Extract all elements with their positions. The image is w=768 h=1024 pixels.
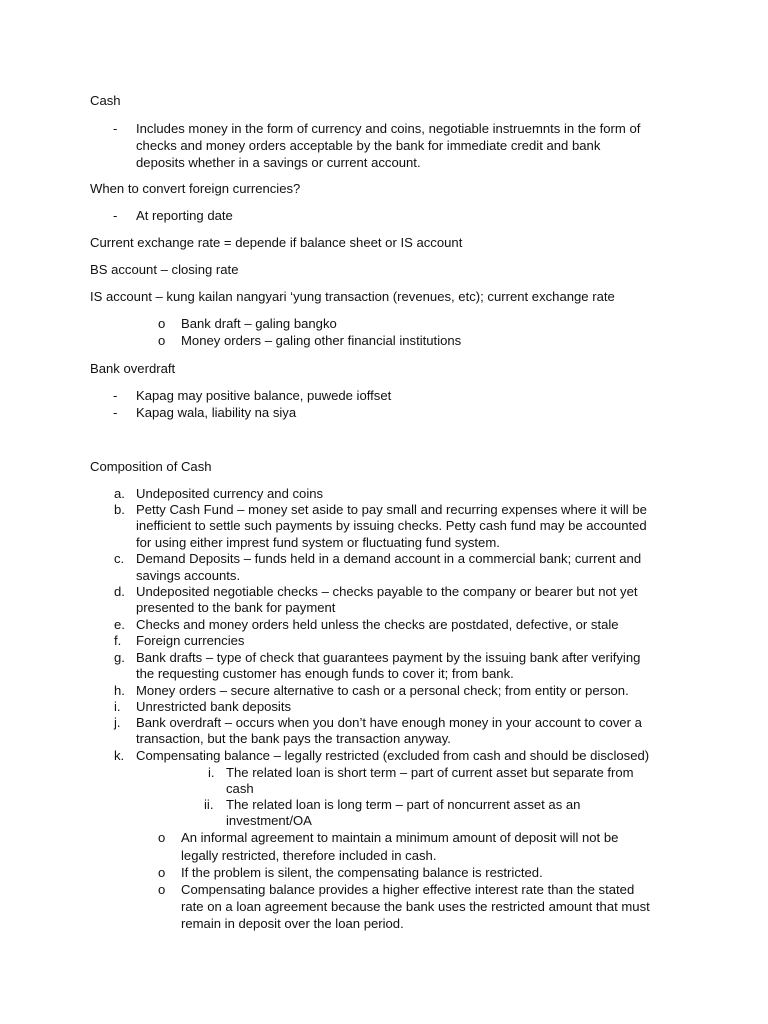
composition-heading: Composition of Cash: [90, 459, 212, 474]
list-marker-d: d.: [114, 584, 125, 599]
foreign-bullet-dash: -: [113, 208, 118, 223]
foreign-question: When to convert foreign currencies?: [90, 181, 301, 196]
circle-bullet: o: [158, 865, 166, 880]
current-exchange-rate-line: Current exchange rate = depende if balance sheet or IS account: [90, 235, 463, 250]
list-marker-j: j.: [114, 715, 121, 730]
list-marker-a: a.: [114, 486, 125, 501]
money-orders-item: Money orders – galing other financial institutions: [181, 333, 462, 348]
list-item-j-line-2: transaction, but the bank pays the transaction anyway.: [136, 731, 451, 746]
roman-item-ii-line-1: The related loan is long term – part of noncurrent asset as an: [226, 797, 581, 812]
cash-description-line-3: deposits whether in a savings or current account.: [136, 155, 421, 170]
roman-marker-ii: ii.: [204, 797, 214, 812]
roman-item-i-line-2: cash: [226, 781, 254, 796]
list-item-b-line-2: inefficient to settle such payments by issuing checks. Petty cash fund may be accounted: [136, 518, 647, 533]
note-3-line-1: Compensating balance provides a higher effective interest rate than the stated: [181, 882, 635, 897]
list-marker-g: g.: [114, 650, 125, 665]
list-item-a: Undeposited currency and coins: [136, 486, 324, 501]
cash-description-line-2: checks and money orders acceptable by the bank for immediate credit and bank: [136, 138, 601, 153]
overdraft-bullet-dash: -: [113, 405, 118, 420]
list-item-i: Unrestricted bank deposits: [136, 699, 292, 714]
circle-bullet: o: [158, 316, 166, 331]
list-marker-k: k.: [114, 748, 125, 763]
bank-overdraft-heading: Bank overdraft: [90, 361, 176, 376]
foreign-answer: At reporting date: [136, 208, 233, 223]
list-item-b-line-3: for using either imprest fund system or fluctuating fund system.: [136, 535, 500, 550]
circle-bullet: o: [158, 882, 166, 897]
note-1-line-1: An informal agreement to maintain a minimum amount of deposit will not be: [181, 830, 619, 845]
cash-heading: Cash: [90, 93, 121, 108]
list-item-d-line-1: Undeposited negotiable checks – checks payable to the company or bearer but not yet: [136, 584, 638, 599]
cash-bullet-dash: -: [113, 121, 118, 136]
list-marker-e: e.: [114, 617, 125, 632]
list-marker-h: h.: [114, 683, 125, 698]
note-3-line-2: rate on a loan agreement because the bank uses the restricted amount that must: [181, 899, 650, 914]
roman-item-i-line-1: The related loan is short term – part of current asset but separate from: [226, 765, 634, 780]
list-item-c-line-1: Demand Deposits – funds held in a demand account in a commercial bank; current and: [136, 551, 642, 566]
list-item-g-line-2: the requesting customer has enough funds to cover it; from bank.: [136, 666, 514, 681]
bs-account-line: BS account – closing rate: [90, 262, 239, 277]
cash-description-line-1: Includes money in the form of currency and coins, negotiable instruemnts in the form of: [136, 121, 641, 136]
overdraft-bullet-dash: -: [113, 388, 118, 403]
list-item-j-line-1: Bank overdraft – occurs when you don’t have enough money in your account to cover a: [136, 715, 642, 730]
list-item-f: Foreign currencies: [136, 633, 245, 648]
list-item-g-line-1: Bank drafts – type of check that guarantees payment by the issuing bank after verifying: [136, 650, 641, 665]
circle-bullet: o: [158, 830, 166, 845]
list-item-d-line-2: presented to the bank for payment: [136, 600, 336, 615]
list-marker-f: f.: [114, 633, 122, 648]
list-item-e: Checks and money orders held unless the checks are postdated, defective, or stale: [136, 617, 619, 632]
roman-marker-i: i.: [208, 765, 215, 780]
note-1-line-2: legally restricted, therefore included in cash.: [181, 848, 437, 863]
list-marker-c: c.: [114, 551, 125, 566]
bank-draft-item: Bank draft – galing bangko: [181, 316, 337, 331]
is-account-line: IS account – kung kailan nangyari ‘yung transaction (revenues, etc); current exchange rate: [90, 289, 615, 304]
list-marker-i: i.: [114, 699, 121, 714]
overdraft-item-1: Kapag may positive balance, puwede ioffset: [136, 388, 392, 403]
list-item-k: Compensating balance – legally restricted (excluded from cash and should be disclosed): [136, 748, 650, 763]
list-item-b-line-1: Petty Cash Fund – money set aside to pay small and recurring expenses where it will be: [136, 502, 647, 517]
circle-bullet: o: [158, 333, 166, 348]
list-item-h: Money orders – secure alternative to cash or a personal check; from entity or person.: [136, 683, 629, 698]
note-3-line-3: remain in deposit over the loan period.: [181, 916, 404, 931]
note-2: If the problem is silent, the compensating balance is restricted.: [181, 865, 543, 880]
list-marker-b: b.: [114, 502, 125, 517]
overdraft-item-2: Kapag wala, liability na siya: [136, 405, 297, 420]
list-item-c-line-2: savings accounts.: [136, 568, 241, 583]
roman-item-ii-line-2: investment/OA: [226, 813, 312, 828]
